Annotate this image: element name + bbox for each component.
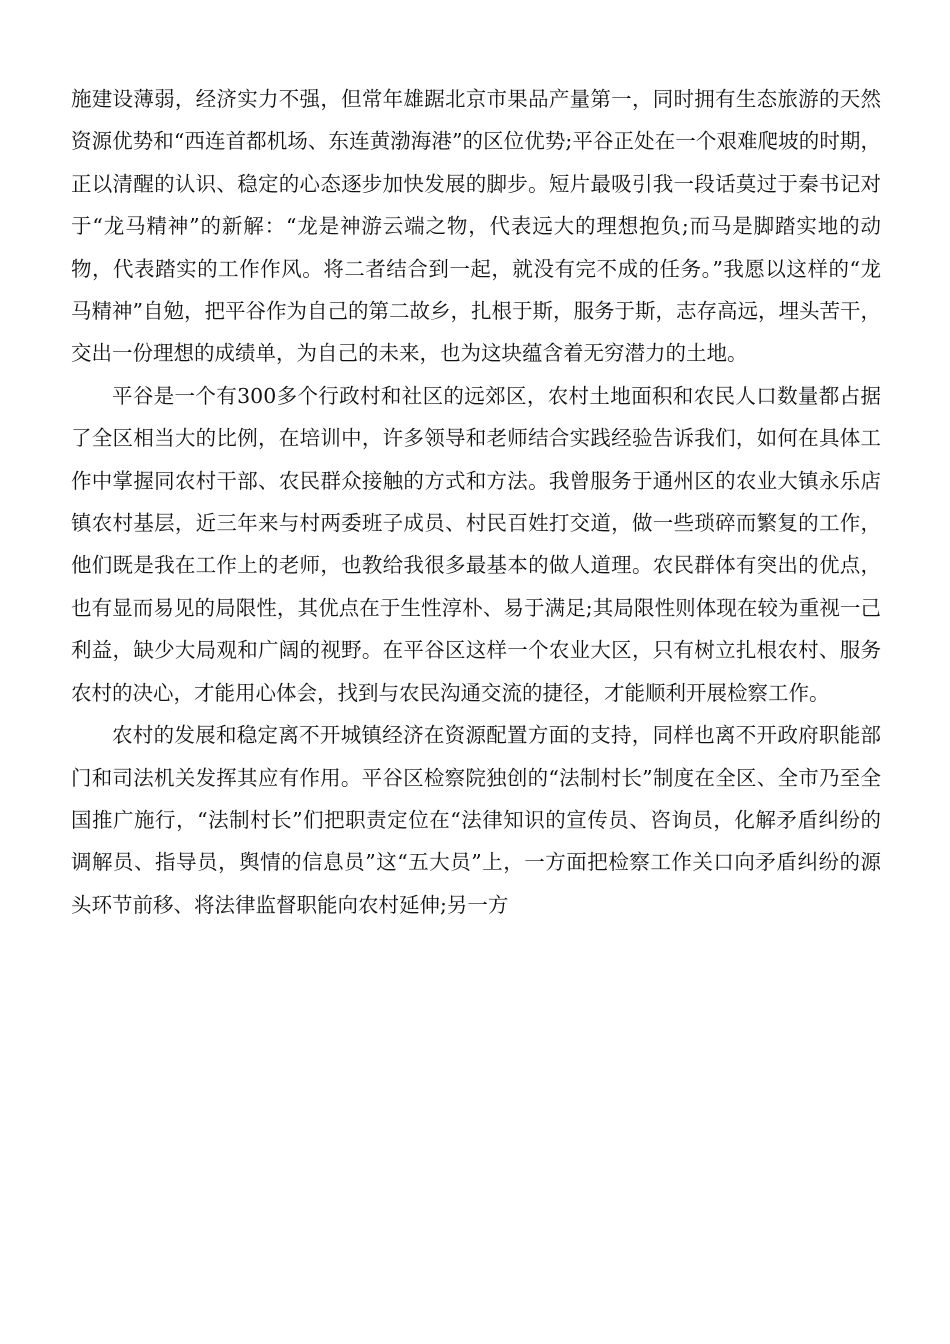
paragraph-3: 农村的发展和稳定离不开城镇经济在资源配置方面的支持，同样也离不开政府职能部门和司法机关发挥其应有作用。平谷区检察院独创的“法制村长”制度在全区、全市乃至全国推广施行，“法制村长”们把职责定位在“法律知识的宣传员、咨询员，化解矛盾纠纷的调解员、指导员，舆情的信息员”这“五大员”上，一方面把检察工作关口向矛盾纠纷的源头环节前移、将法律监督职能向农村延伸;另一方: [71, 723, 881, 917]
paragraph-1: 施建设薄弱，经济实力不强，但常年雄踞北京市果品产量第一，同时拥有生态旅游的天然资源优势和“西连首都机场、东连黄渤海港”的区位优势;平谷正处在一个艰难爬坡的时期，正以清醒的认识、稳定的心态逐步加快发展的脚步。短片最吸引我一段话莫过于秦书记对于“龙马精神”的新解：“龙是神游云端之物，代表远大的理想抱负;而马是脚踏实地的动物，代表踏实的工作作风。将二者结合到一起，就没有完不成的任务。”我愿以这样的“龙马精神”自勉，把平谷作为自己的第二故乡，扎根于斯，服务于斯，志存高远，埋头苦干，交出一份理想的成绩单，为自己的未来，也为这块蕴含着无穷潜力的土地。: [71, 87, 881, 366]
paragraph-2: 平谷是一个有300多个行政村和社区的远郊区，农村土地面积和农民人口数量都占据了全区相当大的比例，在培训中，许多领导和老师结合实践经验告诉我们，如何在具体工作中掌握同农村干部、农民群众接触的方式和方法。我曾服务于通州区的农业大镇永乐店镇农村基层，近三年来与村两委班子成员、村民百姓打交道，做一些琐碎而繁复的工作，他们既是我在工作上的老师，也教给我很多最基本的做人道理。农民群体有突出的优点，也有显而易见的局限性，其优点在于生性淳朴、易于满足;其局限性则体现在较为重视一己利益，缺少大局观和广阔的视野。在平谷区这样一个农业大区，只有树立扎根农村、服务农村的决心，才能用心体会，找到与农民沟通交流的捷径，才能顺利开展检察工作。: [71, 383, 881, 705]
document-body: [71, 78, 881, 926]
